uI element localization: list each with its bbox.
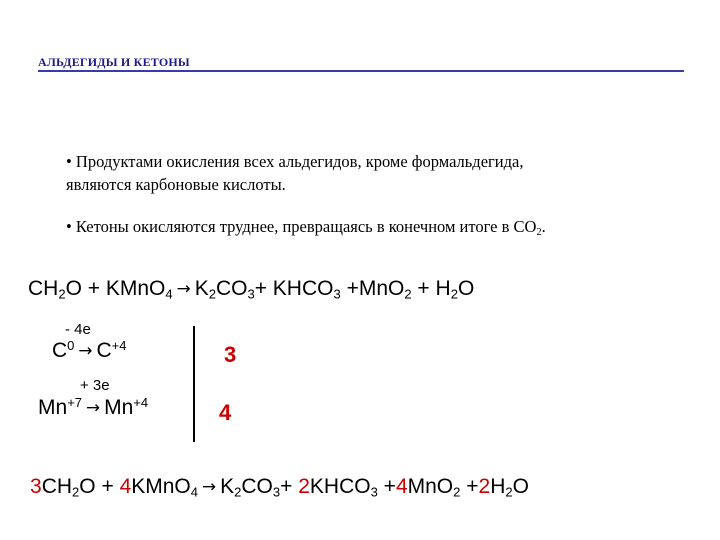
coefficient: 4 — [395, 475, 408, 498]
eq-text: + — [280, 475, 299, 498]
eq-text: O + KMnO — [65, 277, 166, 300]
eq-text: C — [52, 339, 68, 362]
subscript: 2 — [536, 226, 542, 238]
electrons-gained-label: + 3e — [80, 377, 110, 394]
balance-divider — [193, 326, 195, 442]
subscript: 2 — [208, 286, 216, 302]
eq-text: + KHCO — [254, 277, 334, 300]
bullet-marker: • — [66, 217, 76, 236]
subscript: 2 — [404, 286, 412, 302]
carbon-coefficient: 3 — [224, 342, 237, 367]
eq-text: CO — [215, 277, 248, 300]
subscript: 4 — [190, 484, 199, 500]
subscript: 3 — [370, 484, 378, 500]
subscript: 4 — [165, 286, 173, 302]
oxidation-state: +4 — [133, 394, 149, 410]
eq-text: Mn — [104, 396, 134, 419]
eq-text: K — [194, 277, 209, 300]
oxidation-state: 0 — [67, 337, 75, 353]
manganese-half-reaction — [38, 396, 148, 420]
coefficient: 3 — [30, 475, 42, 498]
reaction-arrow-icon: → — [86, 397, 101, 417]
carbon-half-reaction — [52, 339, 127, 363]
reaction-arrow-icon: → — [176, 278, 191, 298]
bullet-aldehydes-line1: Продуктами окисления всех альдегидов, кроме формальдегида, — [75, 152, 524, 171]
eq-text: K — [220, 475, 235, 498]
subscript: 3 — [272, 484, 281, 500]
bullet-aldehydes — [66, 150, 686, 196]
eq-text: C — [96, 339, 112, 362]
eq-text: Mn — [38, 396, 68, 419]
subscript: 3 — [333, 286, 341, 302]
eq-text: O — [457, 277, 475, 300]
eq-text: CH — [41, 475, 73, 498]
eq-text: CH — [28, 277, 59, 300]
unbalanced-equation — [28, 277, 474, 301]
subscript: 2 — [450, 286, 458, 302]
eq-text: KMnO — [131, 475, 191, 498]
coefficient: 4 — [119, 475, 132, 498]
oxidation-state: +7 — [67, 394, 83, 410]
eq-text: H — [490, 475, 506, 498]
manganese-coefficient: 4 — [219, 400, 232, 425]
eq-text: KHCO — [309, 475, 371, 498]
subscript: 2 — [72, 484, 80, 500]
subscript: 2 — [453, 484, 461, 500]
slide-title: АЛЬДЕГИДЫ И КЕТОНЫ — [38, 55, 190, 69]
electrons-lost-label: - 4e — [65, 321, 91, 338]
bullet-ketones-text: Кетоны окисляются труднее, превращаясь в конечном итоге в CO — [75, 217, 537, 236]
eq-text: + — [377, 475, 396, 498]
eq-text: + H — [411, 277, 451, 300]
subscript: 2 — [234, 484, 242, 500]
oxidation-state: +4 — [111, 337, 127, 353]
eq-text: O + — [79, 475, 120, 498]
subscript: 2 — [505, 484, 513, 500]
reaction-arrow-icon: → — [202, 476, 217, 496]
eq-text: O — [512, 475, 529, 498]
subscript: 2 — [58, 286, 66, 302]
bullet-marker: • — [66, 152, 76, 171]
coefficient: 2 — [478, 475, 491, 498]
eq-text: +MnO — [340, 277, 405, 300]
bullet-period: . — [541, 217, 546, 236]
title-underline — [38, 70, 684, 72]
bullet-aldehydes-line2: являются карбоновые кислоты. — [66, 175, 286, 194]
subscript: 3 — [247, 286, 255, 302]
bullet-ketones — [66, 215, 686, 238]
eq-text: + — [460, 475, 479, 498]
coefficient: 2 — [298, 475, 310, 498]
eq-text: MnO — [407, 475, 454, 498]
balanced-equation — [30, 475, 529, 499]
reaction-arrow-icon: → — [78, 340, 93, 360]
eq-text: CO — [241, 475, 273, 498]
